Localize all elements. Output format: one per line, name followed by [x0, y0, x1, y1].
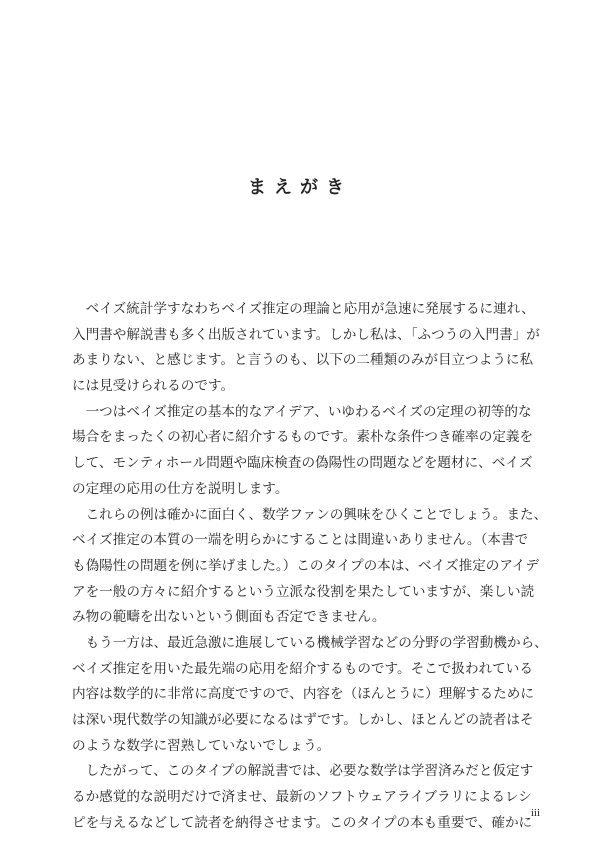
page-number: iii: [530, 807, 540, 819]
text-line: るか感覚的な説明だけで済ませ、最新のソフトウェアライブラリによるレシ: [72, 789, 532, 806]
text-line: ピを与えるなどして読者を納得させます。このタイプの本も重要で、確かに: [72, 814, 533, 831]
text-line: したがって、このタイプの解説書では、必要な数学は学習済みだと仮定す: [72, 763, 534, 780]
text-line: の定理の応用の仕方を説明します。: [72, 480, 289, 497]
text-line: アを一般の方々に紹介するという立派な役割を果たしていますが、楽しい読: [72, 583, 535, 600]
text-line: ベイズ推定を用いた最先端の応用を紹介するものです。そこで扱われている: [72, 660, 533, 677]
text-line: み物の範疇を出ないという側面も否定できません。: [72, 609, 386, 626]
text-line: ベイズ推定の本質の一端を明らかにすることは間違いありません。（本書で: [72, 532, 529, 549]
text-line: のような数学に習熟していないでしょう。: [72, 737, 331, 754]
text-line: 内容は数学的に非常に高度ですので、内容を（ほんとうに）理解するために: [72, 686, 534, 703]
chapter-title: まえがき: [248, 177, 352, 198]
text-line: には見受けられるのです。: [72, 378, 235, 395]
text-line: これらの例は確かに面白く、数学ファンの興味をひくことでしょう。また、: [72, 506, 548, 523]
text-line: もう一方は、最近急激に進展している機械学習などの分野の学習動機から、: [72, 634, 548, 651]
text-line: 入門書や解説書も多く出版されています。しかし私は、「ふつうの入門書」が: [72, 326, 540, 343]
text-line: して、モンティホール問題や臨床検査の偽陽性の問題などを題材に、ベイズ: [72, 455, 533, 472]
text-line: ベイズ統計学すなわちベイズ推定の理論と応用が急速に発展するに連れ、: [72, 301, 535, 317]
text-line: あまりない、と感じます。と言うのも、以下の二種類のみが目立つように私: [72, 352, 534, 369]
text-line: は深い現代数学の知識が必要になるはずです。しかし、ほとんどの読者はそ: [72, 712, 534, 728]
text-line: 場合をまったくの初心者に紹介するものです。素朴な条件つき確率の定義を: [72, 429, 534, 446]
text-line: も偽陽性の問題を例に挙げました。）このタイプの本は、ベイズ推定のアイデ: [72, 557, 539, 574]
text-line: 一つはベイズ推定の基本的なアイデア、いゆわるベイズの定理の初等的な: [72, 403, 532, 420]
